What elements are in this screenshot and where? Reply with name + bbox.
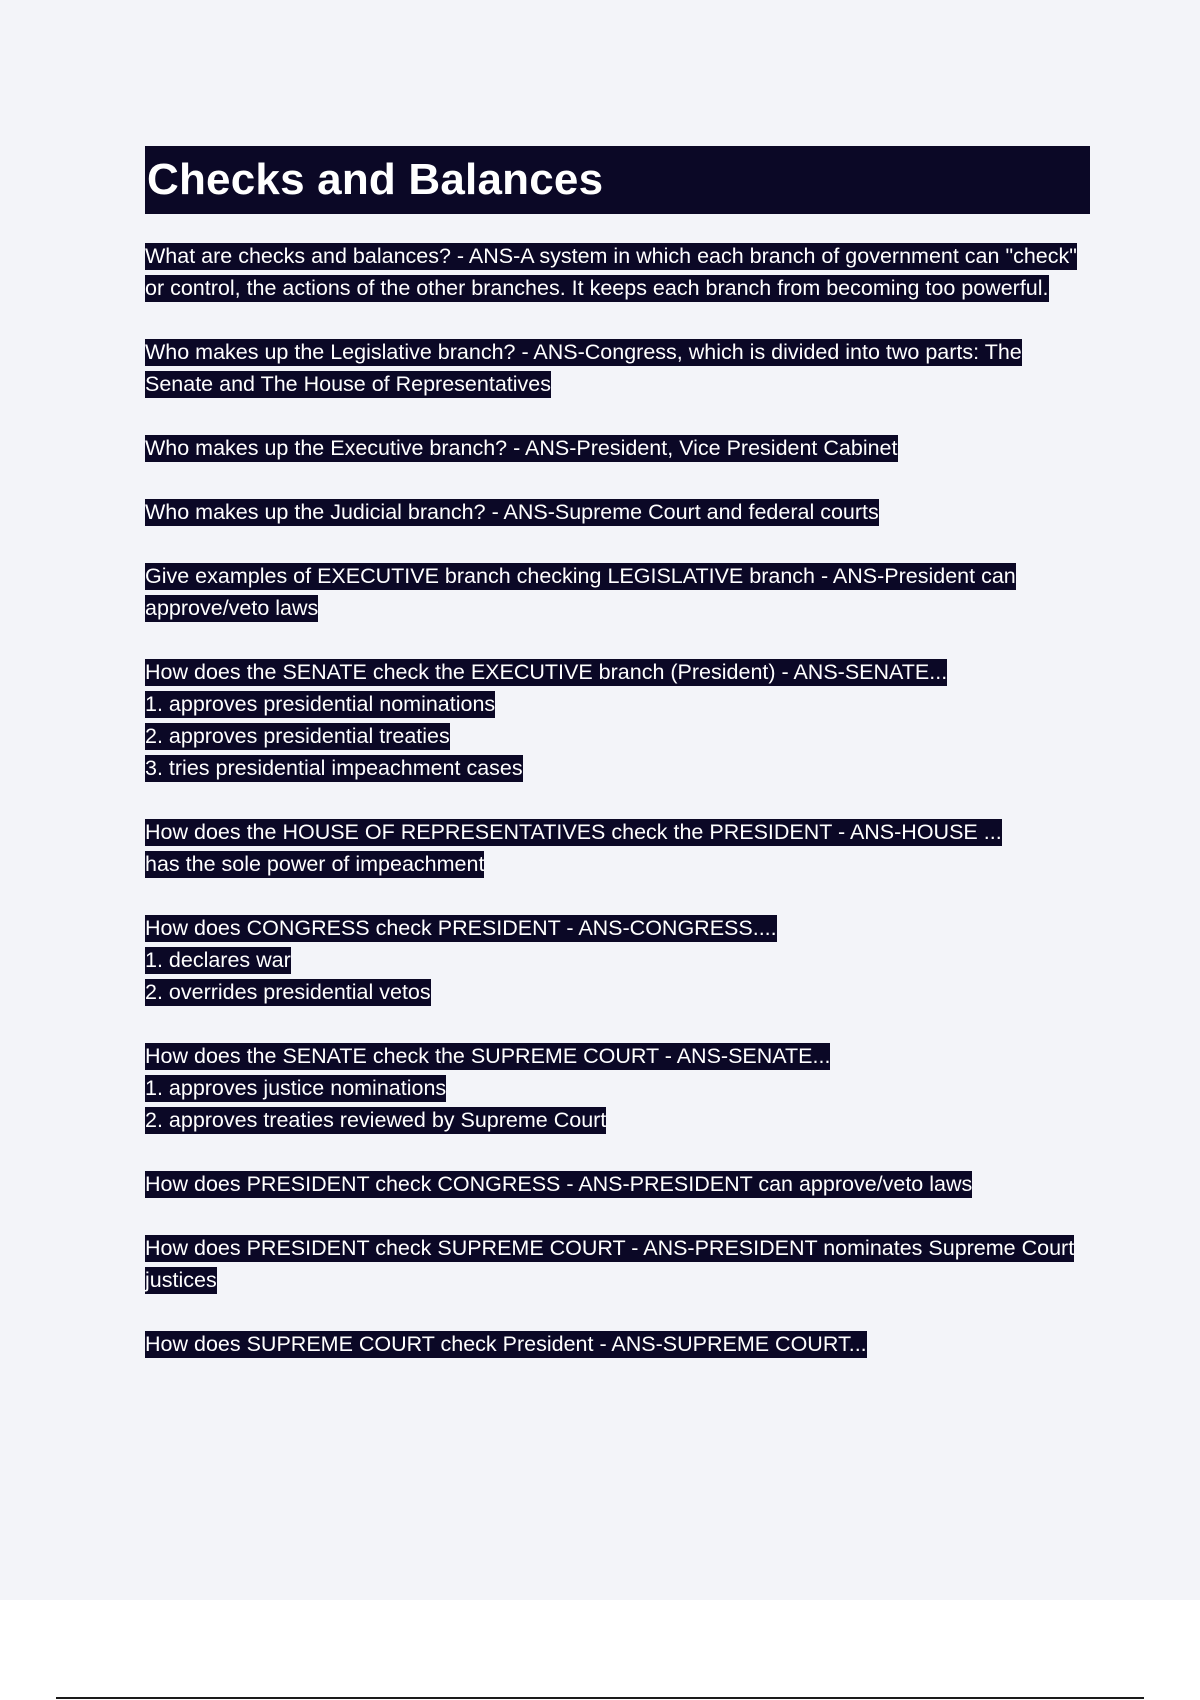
qa-question-answer: Who makes up the Executive branch? - ANS-President, Vice President Cabinet [145, 436, 898, 460]
qa-question-answer: How does PRESIDENT check SUPREME COURT - ANS-PRESIDENT nominates Supreme Court justices [145, 1236, 1075, 1292]
qa-answer-line: 3. tries presidential impeachment cases [145, 756, 523, 780]
qa-answer-line: 1. approves presidential nominations [145, 692, 496, 716]
qa-entry [145, 432, 1090, 464]
qa-question-answer: Who makes up the Legislative branch? - ANS-Congress, which is divided into two parts: The Senate and The House of Representatives [145, 340, 1022, 396]
title-bar [145, 146, 1090, 214]
qa-question-answer: How does SUPREME COURT check President - ANS-SUPREME COURT... [145, 1332, 867, 1356]
qa-entry [145, 336, 1090, 400]
qa-answer-line: 1. approves justice nominations [145, 1076, 447, 1100]
qa-answer-line: 2. approves treaties reviewed by Supreme Court [145, 1108, 607, 1132]
qa-question-answer: How does PRESIDENT check CONGRESS - ANS-PRESIDENT can approve/veto laws [145, 1172, 973, 1196]
qa-question-answer: Give examples of EXECUTIVE branch checking LEGISLATIVE branch - ANS-President can approve/veto laws [145, 564, 1016, 620]
page-title: Checks and Balances [147, 155, 604, 204]
qa-entry [145, 656, 1090, 784]
qa-entry [145, 912, 1090, 1008]
qa-entry [145, 1328, 1090, 1360]
qa-question-answer: Who makes up the Judicial branch? - ANS-Supreme Court and federal courts [145, 500, 879, 524]
qa-question-answer: What are checks and balances? - ANS-A system in which each branch of government can "check" or control, the actions of the other branches. It keeps each branch from becoming too powerful. [145, 244, 1077, 300]
qa-question-answer: How does the HOUSE OF REPRESENTATIVES check the PRESIDENT - ANS-HOUSE ... [145, 820, 1002, 844]
qa-entry [145, 816, 1090, 880]
qa-entry [145, 240, 1090, 304]
qa-question-answer: How does the SENATE check the SUPREME COURT - ANS-SENATE... [145, 1044, 831, 1068]
qa-question-answer: How does CONGRESS check PRESIDENT - ANS-CONGRESS.... [145, 916, 777, 940]
footer-divider [56, 1697, 1144, 1699]
qa-question-answer: How does the SENATE check the EXECUTIVE branch (President) - ANS-SENATE... [145, 660, 948, 684]
qa-entry [145, 1232, 1090, 1296]
document-content [145, 146, 1090, 1392]
qa-entry [145, 1040, 1090, 1136]
qa-list [145, 240, 1090, 1360]
qa-answer-line: 2. approves presidential treaties [145, 724, 450, 748]
qa-answer-line: 1. declares war [145, 948, 291, 972]
qa-entry [145, 496, 1090, 528]
qa-answer-line: 2. overrides presidential vetos [145, 980, 431, 1004]
qa-entry [145, 1168, 1090, 1200]
qa-entry [145, 560, 1090, 624]
qa-answer-line: has the sole power of impeachment [145, 852, 485, 876]
